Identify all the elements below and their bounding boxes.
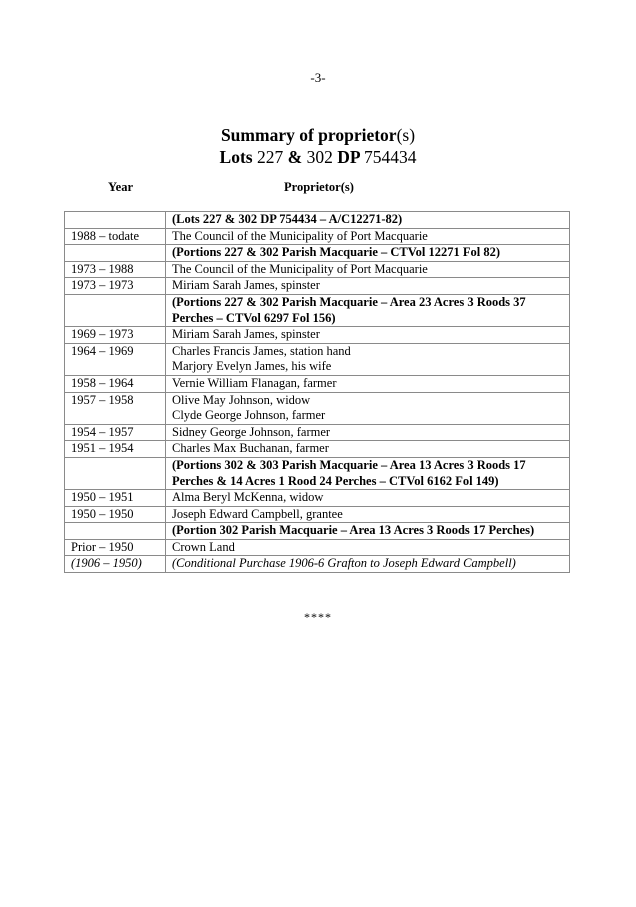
table-row	[65, 212, 570, 229]
proprietor-cell	[166, 261, 570, 278]
table-row	[65, 278, 570, 295]
proprietor-line: Clyde George Johnson, farmer	[172, 408, 326, 423]
title-reference-cell	[166, 245, 570, 262]
proprietor-cell	[166, 539, 570, 556]
table-row	[65, 228, 570, 245]
proprietor-cell	[166, 392, 570, 424]
proprietor-line: (Lots 227 & 302 DP 754434 – A/C12271-82)	[172, 212, 403, 226]
title-dp-number: 754434	[363, 147, 417, 167]
end-mark: ****	[304, 610, 332, 624]
title-dp: DP	[332, 147, 364, 167]
table-row	[65, 375, 570, 392]
table-row	[65, 424, 570, 441]
year-cell: Prior – 1950	[65, 539, 166, 556]
year-cell	[65, 294, 166, 326]
proprietor-line: Vernie William Flanagan, farmer	[172, 375, 337, 390]
proprietor-line: The Council of the Municipality of Port Macquarie	[172, 261, 428, 276]
table-row	[65, 523, 570, 540]
proprietor-line: Marjory Evelyn James, his wife	[172, 359, 332, 374]
proprietor-cell	[166, 375, 570, 392]
table-row	[65, 457, 570, 489]
proprietor-cell	[166, 490, 570, 507]
year-cell: 1964 – 1969	[65, 343, 166, 375]
table-row	[65, 441, 570, 458]
table-row	[65, 261, 570, 278]
title-line-2	[0, 146, 636, 168]
year-cell: 1958 – 1964	[65, 375, 166, 392]
table-row	[65, 245, 570, 262]
proprietor-cell	[166, 343, 570, 375]
title-ampersand: &	[283, 147, 307, 167]
year-header: Year	[108, 180, 133, 194]
proprietor-line: (Portion 302 Parish Macquarie – Area 13 Acres 3 Roods 17 Perches)	[172, 523, 535, 538]
proprietor-line: (Portions 302 & 303 Parish Macquarie – Area 13 Acres 3 Roods 17	[172, 457, 526, 472]
proprietor-cell	[166, 278, 570, 295]
year-cell	[65, 212, 166, 229]
title-reference-cell	[166, 294, 570, 326]
table-row	[65, 506, 570, 523]
table-row	[65, 539, 570, 556]
proprietor-line: Charles Francis James, station hand	[172, 343, 351, 358]
proprietor-line: Alma Beryl McKenna, widow	[172, 490, 324, 505]
table-row	[65, 327, 570, 344]
table-row	[65, 490, 570, 507]
proprietor-line: Perches – CTVol 6297 Fol 156)	[172, 310, 336, 325]
table-row	[65, 294, 570, 326]
year-cell: 1950 – 1950	[65, 506, 166, 523]
title-reference-cell	[166, 523, 570, 540]
title-proprietor-suffix: (s)	[396, 125, 416, 145]
title-lots: Lots	[219, 147, 257, 167]
year-cell: 1973 – 1973	[65, 278, 166, 295]
proprietor-cell	[166, 424, 570, 441]
year-cell	[65, 523, 166, 540]
year-cell: 1973 – 1988	[65, 261, 166, 278]
proprietor-line: Joseph Edward Campbell, grantee	[172, 506, 343, 521]
year-cell: 1951 – 1954	[65, 441, 166, 458]
table-row	[65, 343, 570, 375]
proprietor-cell	[166, 556, 570, 573]
proprietor-header: Proprietor(s)	[284, 180, 354, 194]
proprietor-line: (Portions 227 & 302 Parish Macquarie – Area 23 Acres 3 Roods 37	[172, 294, 526, 309]
proprietor-line: The Council of the Municipality of Port Macquarie	[172, 228, 428, 243]
proprietor-line: Miriam Sarah James, spinster	[172, 327, 320, 342]
title-lot-302: 302	[306, 147, 333, 167]
title-reference-cell	[166, 212, 570, 229]
table-row	[65, 556, 570, 573]
proprietor-line: Olive May Johnson, widow	[172, 392, 311, 407]
proprietor-table	[64, 211, 570, 573]
proprietor-line: Sidney George Johnson, farmer	[172, 424, 331, 439]
page-number: -3-	[310, 70, 326, 85]
proprietor-cell	[166, 228, 570, 245]
title-proprietor: Summary of proprietor	[220, 125, 397, 145]
proprietor-line: Miriam Sarah James, spinster	[172, 278, 320, 293]
proprietor-table-body	[65, 212, 570, 573]
year-cell: 1969 – 1973	[65, 327, 166, 344]
year-cell: 1950 – 1951	[65, 490, 166, 507]
year-cell: (1906 – 1950)	[65, 556, 166, 573]
proprietor-line: Perches & 14 Acres 1 Rood 24 Perches – CTVol 6162 Fol 149)	[172, 473, 499, 488]
year-cell	[65, 457, 166, 489]
proprietor-line: (Conditional Purchase 1906-6 Grafton to Joseph Edward Campbell)	[172, 556, 516, 571]
proprietor-line: Charles Max Buchanan, farmer	[172, 441, 329, 456]
title-line-1	[0, 124, 636, 146]
title-reference-cell	[166, 457, 570, 489]
proprietor-cell	[166, 441, 570, 458]
title-lot-227: 227	[256, 147, 284, 167]
year-cell	[65, 245, 166, 262]
year-cell: 1954 – 1957	[65, 424, 166, 441]
proprietor-cell	[166, 327, 570, 344]
proprietor-line: Crown Land	[172, 539, 235, 554]
proprietor-line: (Portions 227 & 302 Parish Macquarie – CTVol 12271 Fol 82)	[172, 245, 500, 260]
table-row	[65, 392, 570, 424]
year-cell: 1988 – todate	[65, 228, 166, 245]
document-title	[0, 124, 636, 168]
proprietor-cell	[166, 506, 570, 523]
year-cell: 1957 – 1958	[65, 392, 166, 424]
